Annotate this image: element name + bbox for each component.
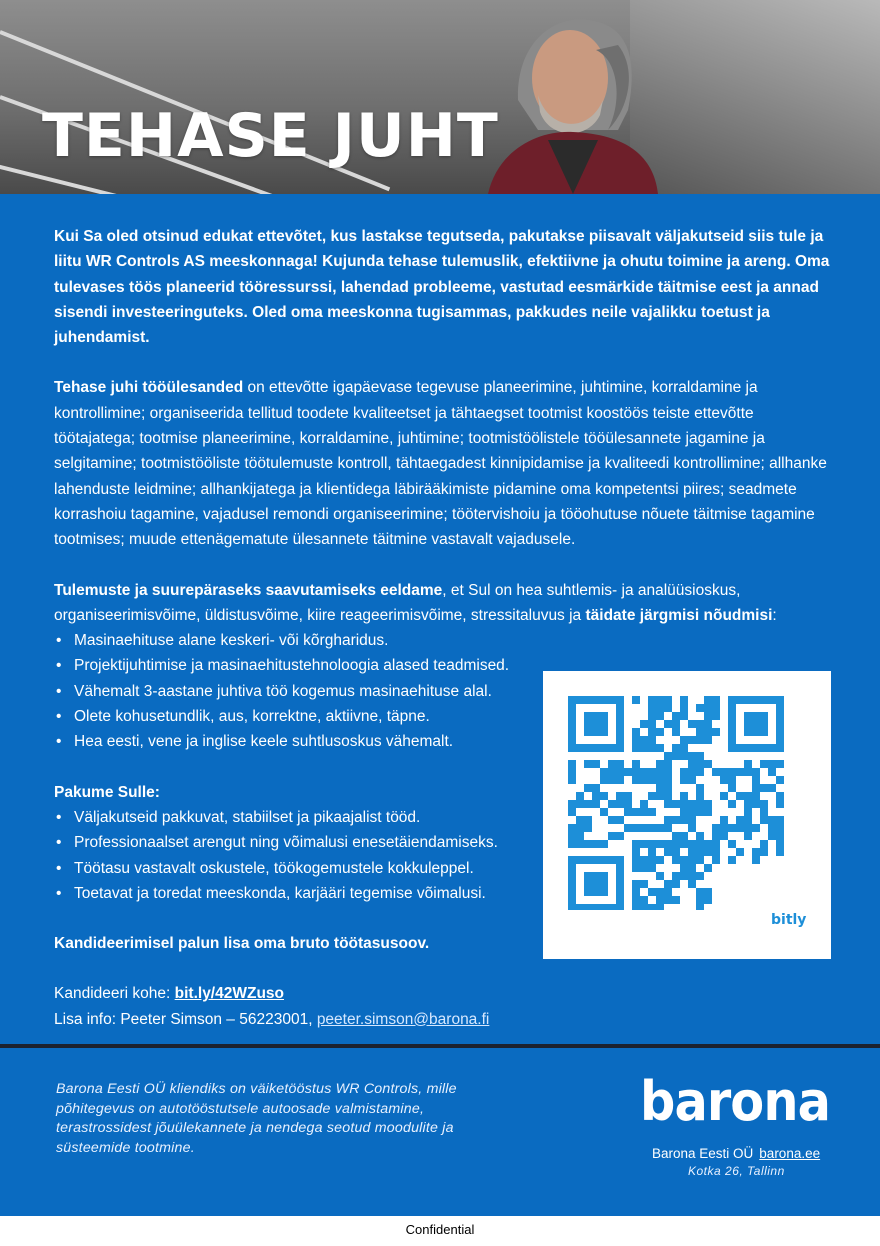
list-item: • Projektijuhtimise ja masinaehitustehnoloogia alased teadmised. bbox=[54, 653, 834, 678]
salary-note: Kandideerimisel palun lisa oma bruto töötasusoov. bbox=[54, 935, 430, 953]
apply-line bbox=[54, 981, 834, 1006]
requirements-lead: Tulemuste ja suurepäraseks saavutamiseks eeldame bbox=[54, 581, 443, 599]
contact-label: Lisa info: Peeter Simson – 56223001, bbox=[54, 1010, 317, 1028]
list-item: • Töötasu vastavalt oskustele, töökogemustele kokkuleppel. bbox=[54, 856, 834, 881]
company-address: Kotka 26, Tallinn bbox=[688, 1164, 785, 1178]
qr-code-card[interactable] bbox=[543, 671, 831, 959]
man-photo bbox=[478, 0, 668, 194]
barona-logo bbox=[640, 1076, 832, 1126]
list-item: • Professionaalset arengut ning võimalusi enesetäiendamiseks. bbox=[54, 830, 834, 855]
list-item: • Toetavat ja toredat meeskonda, karjääri tegemise võimalusi. bbox=[54, 881, 834, 906]
offer-title: Pakume Sulle: bbox=[54, 783, 160, 801]
bitly-logo: bitly bbox=[771, 912, 807, 928]
requirements-paragraph bbox=[54, 578, 834, 629]
section-divider bbox=[0, 1044, 880, 1048]
list-item: • Vähemalt 3-aastane juhtiva töö kogemus masinaehituse alal. bbox=[54, 679, 834, 704]
duties-lead: Tehase juhi tööülesanded bbox=[54, 379, 244, 397]
client-description: Barona Eesti OÜ kliendiks on väiketööstus WR Controls, mille põhitegevus on autotööstutsele autoosade valmistamine, terastrossidest jõuülekannete ja nendega seotud moodulite ja süsteemide tootmine. bbox=[56, 1081, 457, 1156]
confidential-label: Confidential bbox=[405, 1222, 475, 1237]
list-item: • Hea eesti, vene ja inglise keele suhtlusoskus vähemalt. bbox=[54, 729, 834, 754]
list-item: • Väljakutseid pakkuvat, stabiilset ja pikaajalist tööd. bbox=[54, 805, 834, 830]
contact-email-link[interactable]: peeter.simson@barona.fi bbox=[316, 1010, 490, 1028]
page-title: TEHASE JUHT bbox=[42, 101, 499, 171]
company-name: Barona Eesti OÜ bbox=[652, 1146, 754, 1161]
website-link[interactable]: barona.ee bbox=[759, 1146, 821, 1161]
requirements-colon: : bbox=[772, 606, 777, 624]
list-item: • Olete kohusetundlik, aus, korrektne, aktiivne, täpne. bbox=[54, 704, 834, 729]
apply-link[interactable]: bit.ly/42WZuso bbox=[174, 985, 285, 1003]
company-line bbox=[652, 1146, 820, 1161]
duties-paragraph bbox=[54, 375, 834, 552]
contact-line bbox=[54, 1007, 834, 1032]
list-item: • Masinaehituse alane keskeri- või kõrgharidus. bbox=[54, 628, 834, 653]
duties-text: on ettevõtte igapäevase tegevuse planeerimine, juhtimine, korraldamine ja kontrollimine; organiseerida tellitud toodete kvaliteetset ja tähtaegset tootmist koostöös teiste ettevõtte töötajatega; tootmise planeerimine, korraldamine, juhtimine; tootmistöölistele tööülesannete jagamine ja selgitamine; tootmistööliste töötulemuste kontroll, tähtaegadest kinnipidamise ja kvaliteedi kontrollimine; allhanke lahenduste leidmine; allhankijatega ja klientidega läbirääkimiste pidamine oma kompetentsi piires; seadmete korrashoiu tagamine, vajadusel remondi organiseerimine; töötervishoiu ja tööohutuse nõuete täitmise tagamine tootmises; muude ettenägematute ülesannete täitmine vastavalt vajadusele. bbox=[54, 379, 827, 549]
apply-label: Kandideeri kohe: bbox=[54, 985, 175, 1003]
barona-logo-text: barona bbox=[640, 1076, 830, 1126]
requirements-text: , et Sul on hea suhtlemis- ja analüüsioskus, organiseerimisvõime, üldistusvõime, kiire reageerimisvõime, stressitaluvus ja bbox=[54, 581, 741, 624]
intro-text: Kui Sa oled otsinud edukat ettevõtet, kus lastakse tegutseda, pakutakse piisavalt väljakutseid siis tule ja liitu WR Controls AS meeskonnaga! Kujunda tehase tulemuslik, efektiivne ja ohutu toimine ja areng. Oma tulevases töös planeerid tööressurssi, lahendad probleeme, vastutad eesmärkide täitmise eest ja annad sisendi investeeringuteks. Oled oma meeskonna tugisammas, pakkudes neile vajalikku toetust ja juhendamist. bbox=[54, 228, 830, 347]
qr-code bbox=[568, 696, 788, 910]
hero-photo bbox=[0, 0, 880, 194]
requirements-bold-tail: täidate järgmisi nõudmisi bbox=[585, 606, 773, 624]
